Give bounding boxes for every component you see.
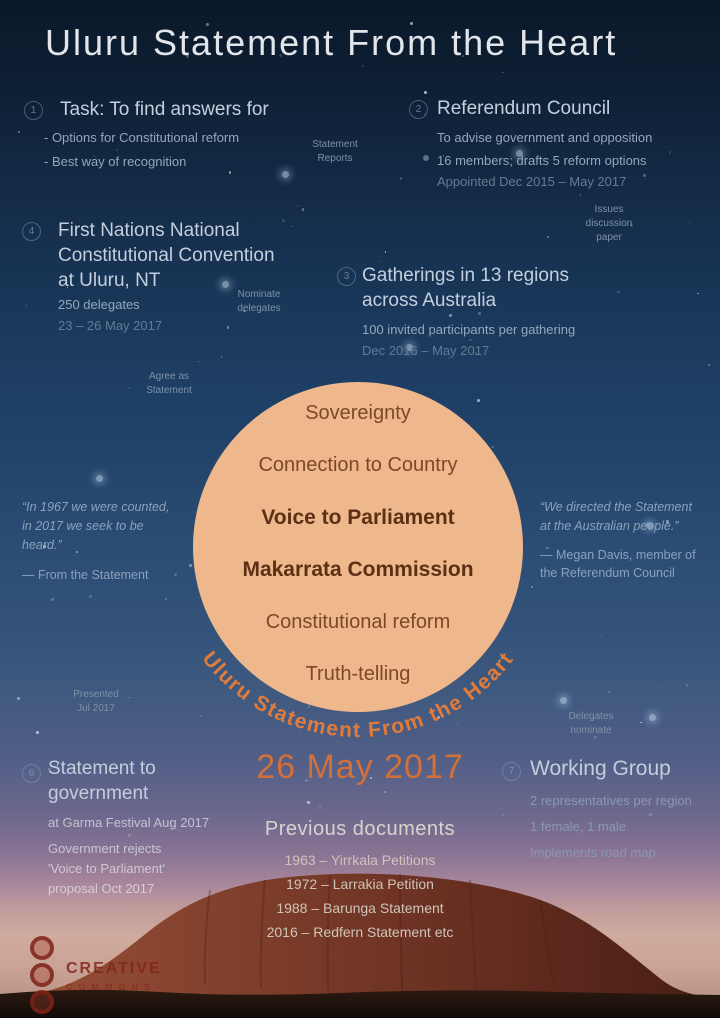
circle-item-voice-to-parliament: Voice to Parliament: [261, 505, 455, 529]
connector-label-line: Agree as: [148, 371, 190, 382]
section-number-referendum-council: 2: [409, 100, 428, 119]
circle-item-truth-telling: Truth-telling: [305, 662, 411, 685]
previous-documents-heading: Previous documents: [264, 818, 456, 840]
quote-right-attribution: [540, 546, 716, 582]
page-title: Uluru Statement From the Heart: [45, 22, 618, 63]
quote-left: [22, 498, 182, 555]
task-bullet-2: - Best way of recognition: [44, 154, 187, 169]
quote-right-line: “We directed the Statement: [540, 500, 692, 514]
connector-label-line: Delegates: [568, 711, 614, 722]
referendum-council-heading: Referendum Council: [437, 98, 611, 119]
connector-label-line: nominate: [570, 725, 612, 736]
convention-heading-line: at Uluru, NT: [58, 270, 161, 291]
referendum-council-line-1: To advise government and opposition: [437, 130, 653, 145]
connector-label-presented: [66, 688, 126, 716]
statement-to-government-heading-line: government: [48, 783, 149, 804]
quote-right-attribution-line: the Referendum Council: [540, 566, 675, 580]
connector-label-line: Reports: [317, 153, 353, 164]
section-number-statement-to-government: 6: [22, 764, 41, 783]
section-number-gatherings: 3: [337, 267, 356, 286]
statement-date: 26 May 2017: [256, 748, 464, 786]
statement-to-government-line-4: proposal Oct 2017: [48, 881, 155, 896]
gatherings-note: Dec 2016 – May 2017: [362, 343, 490, 358]
working-group-lines: [530, 788, 692, 866]
connector-label-delegates-nominate: [560, 710, 622, 738]
working-group-line: 1 female, 1 male: [530, 819, 627, 834]
section-number-working-group: 7: [502, 762, 521, 781]
connector-label-agree-as-statement: [140, 370, 198, 398]
circle-item-makarrata-commission: Makarrata Commission: [242, 558, 474, 582]
referendum-council-line-2: 16 members; drafts 5 reform options: [437, 153, 647, 168]
quote-right-line: at the Australian people.”: [540, 519, 679, 533]
gatherings-heading: [362, 263, 569, 313]
previous-document-item: 1988 – Barunga Statement: [276, 900, 444, 916]
connector-label-line: paper: [596, 232, 622, 243]
cc-wordmark-line-1: CREATIVE: [66, 960, 162, 977]
cc-wordmark-line-2: COMMONS: [66, 982, 156, 992]
cc-badge-icon: [30, 990, 54, 1014]
statement-circle: [193, 382, 523, 712]
connector-label-line: delegates: [237, 303, 281, 314]
statement-to-government-line-2: Government rejects: [48, 841, 162, 856]
previous-document-item: 1963 – Yirrkala Petitions: [284, 852, 436, 868]
statement-to-government-heading-line: Statement to: [48, 758, 156, 779]
working-group-line: 2 representatives per region: [530, 793, 692, 808]
connector-label-line: Nominate: [237, 289, 281, 300]
task-bullet-1: - Options for Constitutional reform: [44, 130, 240, 145]
convention-heading-line: First Nations National: [58, 220, 240, 241]
convention-line-1: 250 delegates: [58, 297, 140, 312]
circle-item-connection-to-country: Connection to Country: [258, 453, 458, 476]
connector-label-line: Presented: [73, 689, 119, 700]
cc-badge-icon: [30, 963, 54, 987]
connector-label-line: Statement: [146, 385, 192, 396]
connector-label-line: Statement: [312, 139, 358, 150]
previous-document-item: 1972 – Larrakia Petition: [286, 876, 434, 892]
connector-label-line: Issues: [594, 204, 624, 215]
previous-documents-list: [200, 848, 520, 944]
convention-heading: [58, 218, 275, 293]
statement-to-government-line-3: 'Voice to Parliament': [48, 861, 165, 876]
gatherings-heading-line: across Australia: [362, 290, 497, 311]
section-number-convention: 4: [22, 222, 41, 241]
quote-left-attribution: — From the Statement: [22, 568, 149, 582]
bullet-dot-icon: [423, 155, 429, 161]
quote-left-line: heard.”: [22, 538, 62, 552]
statement-to-government-line-1: at Garma Festival Aug 2017: [48, 815, 210, 830]
quote-left-line: in 2017 we seek to be: [22, 519, 144, 533]
quote-right: [540, 498, 712, 536]
connector-label-line: Jul 2017: [77, 703, 115, 714]
circle-item-constitutional-reform: Constitutional reform: [265, 611, 451, 634]
previous-document-item: 2016 – Redfern Statement etc: [266, 924, 454, 940]
task-heading: Task: To find answers for: [60, 99, 269, 120]
connector-label-line: discussion: [585, 218, 633, 229]
referendum-council-note: Appointed Dec 2015 – May 2017: [437, 174, 627, 189]
quote-left-line: “In 1967 we were counted,: [22, 500, 170, 514]
working-group-heading: Working Group: [530, 757, 671, 780]
convention-note: 23 – 26 May 2017: [58, 318, 163, 333]
quote-right-attribution-line: — Megan Davis, member of: [540, 548, 696, 562]
connector-label-nominate-delegates: [228, 288, 290, 316]
circle-caption: Uluru Statement From the Heart: [197, 647, 519, 743]
gatherings-line-1: 100 invited participants per gathering: [362, 322, 576, 337]
statement-to-government-heading: [48, 756, 156, 806]
section-number-task: 1: [24, 101, 43, 120]
creative-commons-logo: [30, 936, 162, 1017]
cc-badge-icon: [30, 936, 54, 960]
working-group-line: Implements road map: [530, 845, 656, 860]
convention-heading-line: Constitutional Convention: [58, 245, 275, 266]
cc-badges: [30, 936, 54, 1017]
circle-item-sovereignty: Sovereignty: [305, 402, 411, 424]
connector-label-statement-reports: [300, 138, 370, 166]
connector-label-discussion-paper: [578, 203, 640, 245]
gatherings-heading-line: Gatherings in 13 regions: [362, 265, 570, 286]
